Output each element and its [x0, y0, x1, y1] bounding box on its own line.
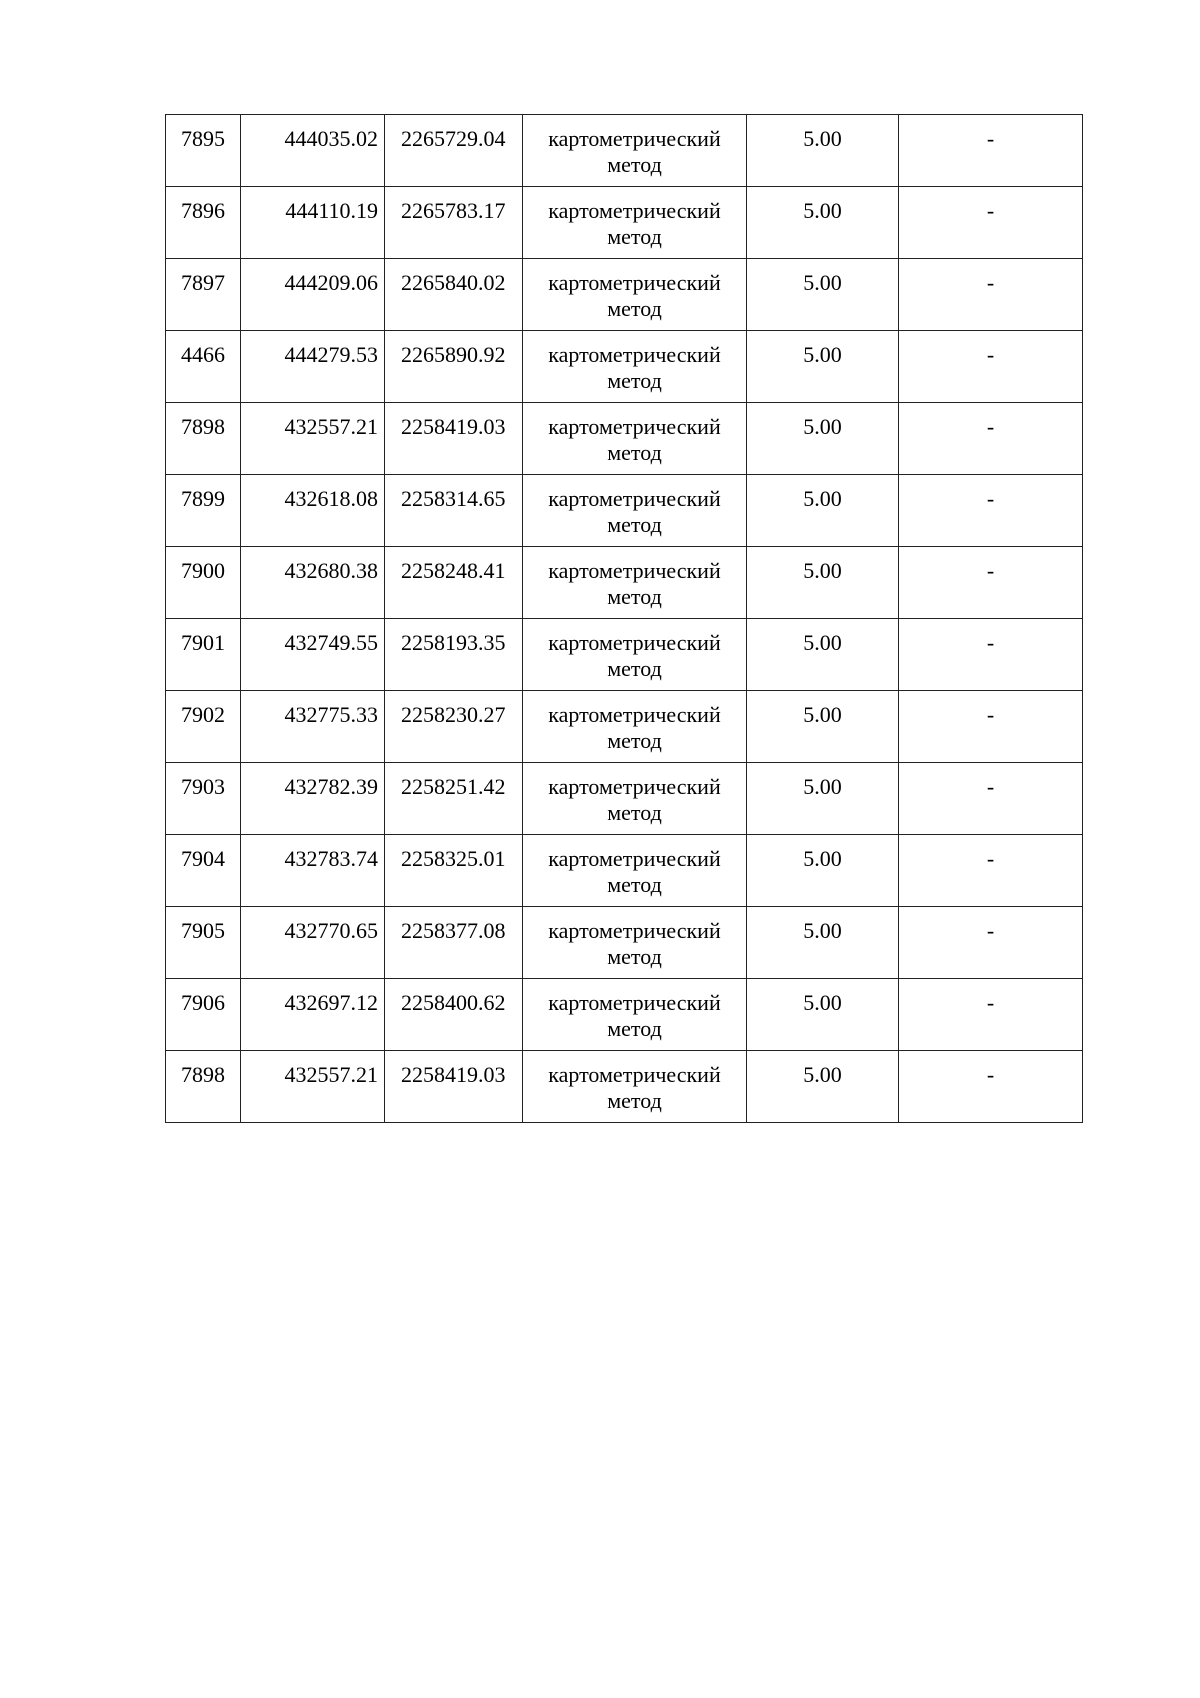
description-cell	[899, 979, 1083, 1051]
description-text: -	[986, 1062, 995, 1087]
method-line: метод	[607, 944, 662, 969]
table-row	[166, 331, 1083, 403]
precision-text: 5.00	[803, 1062, 842, 1087]
method-line: картометрический	[548, 126, 721, 151]
precision-text: 5.00	[803, 126, 842, 151]
method-line: метод	[607, 512, 662, 537]
table-row	[166, 835, 1083, 907]
point-number-text: 7896	[181, 198, 225, 223]
x-coordinate-cell	[241, 475, 385, 547]
method-line: метод	[607, 656, 662, 681]
y-coordinate-text: 2258325.01	[401, 846, 506, 871]
x-coordinate-cell	[241, 979, 385, 1051]
precision-cell	[747, 187, 899, 259]
x-coordinate-text: 432557.21	[284, 414, 378, 439]
x-coordinate-text: 432783.74	[284, 846, 378, 871]
x-coordinate-text: 432618.08	[284, 486, 378, 511]
y-coordinate-cell	[385, 835, 523, 907]
description-text: -	[986, 774, 995, 799]
description-text: -	[986, 630, 995, 655]
method-line: метод	[607, 368, 662, 393]
description-text: -	[986, 558, 995, 583]
precision-cell	[747, 691, 899, 763]
y-coordinate-text: 2258400.62	[401, 990, 506, 1015]
method-text	[523, 691, 746, 754]
method-text	[523, 403, 746, 466]
precision-cell	[747, 115, 899, 187]
description-text: -	[986, 486, 995, 511]
x-coordinate-cell	[241, 1051, 385, 1123]
method-cell	[523, 187, 747, 259]
y-coordinate-text: 2265840.02	[401, 270, 506, 295]
description-cell	[899, 763, 1083, 835]
point-number-text: 7901	[181, 630, 225, 655]
precision-text: 5.00	[803, 198, 842, 223]
precision-text: 5.00	[803, 774, 842, 799]
method-line: картометрический	[548, 486, 721, 511]
description-text: -	[986, 126, 995, 151]
method-cell	[523, 403, 747, 475]
description-cell	[899, 691, 1083, 763]
point-number-cell	[166, 187, 241, 259]
point-number-text: 7904	[181, 846, 225, 871]
description-text: -	[986, 918, 995, 943]
method-text	[523, 475, 746, 538]
description-text: -	[986, 342, 995, 367]
y-coordinate-cell	[385, 619, 523, 691]
x-coordinate-text: 444279.53	[284, 342, 378, 367]
method-text	[523, 547, 746, 610]
method-line: картометрический	[548, 702, 721, 727]
table-row	[166, 259, 1083, 331]
y-coordinate-text: 2258251.42	[401, 774, 506, 799]
method-line: картометрический	[548, 342, 721, 367]
y-coordinate-cell	[385, 907, 523, 979]
table-row	[166, 115, 1083, 187]
method-text	[523, 907, 746, 970]
precision-cell	[747, 979, 899, 1051]
y-coordinate-cell	[385, 763, 523, 835]
point-number-cell	[166, 1051, 241, 1123]
description-cell	[899, 1051, 1083, 1123]
method-line: картометрический	[548, 558, 721, 583]
precision-text: 5.00	[803, 486, 842, 511]
y-coordinate-text: 2258314.65	[401, 486, 506, 511]
method-text	[523, 1051, 746, 1114]
point-number-text: 7903	[181, 774, 225, 799]
x-coordinate-cell	[241, 691, 385, 763]
method-line: метод	[607, 728, 662, 753]
method-cell	[523, 619, 747, 691]
table-row	[166, 403, 1083, 475]
precision-text: 5.00	[803, 342, 842, 367]
x-coordinate-cell	[241, 115, 385, 187]
x-coordinate-text: 444110.19	[285, 198, 378, 223]
description-text: -	[986, 702, 995, 727]
x-coordinate-text: 432697.12	[284, 990, 378, 1015]
y-coordinate-text: 2258248.41	[401, 558, 506, 583]
method-line: метод	[607, 1016, 662, 1041]
precision-cell	[747, 403, 899, 475]
y-coordinate-cell	[385, 259, 523, 331]
method-line: картометрический	[548, 270, 721, 295]
point-number-text: 7897	[181, 270, 225, 295]
point-number-cell	[166, 331, 241, 403]
method-line: картометрический	[548, 414, 721, 439]
precision-cell	[747, 1051, 899, 1123]
method-line: метод	[607, 152, 662, 177]
description-text: -	[986, 990, 995, 1015]
x-coordinate-text: 432782.39	[284, 774, 378, 799]
x-coordinate-text: 444035.02	[284, 126, 378, 151]
description-cell	[899, 475, 1083, 547]
description-text: -	[986, 270, 995, 295]
table-row	[166, 691, 1083, 763]
description-text: -	[986, 198, 995, 223]
description-cell	[899, 259, 1083, 331]
x-coordinate-text: 432775.33	[284, 702, 378, 727]
method-text	[523, 259, 746, 322]
x-coordinate-text: 432770.65	[284, 918, 378, 943]
y-coordinate-cell	[385, 187, 523, 259]
point-number-cell	[166, 475, 241, 547]
point-number-text: 7906	[181, 990, 225, 1015]
precision-cell	[747, 619, 899, 691]
x-coordinate-text: 432680.38	[284, 558, 378, 583]
point-number-text: 7898	[181, 1062, 225, 1087]
y-coordinate-text: 2258193.35	[401, 630, 506, 655]
method-text	[523, 115, 746, 178]
table-row	[166, 547, 1083, 619]
x-coordinate-cell	[241, 259, 385, 331]
description-text: -	[986, 414, 995, 439]
table-row	[166, 475, 1083, 547]
method-cell	[523, 907, 747, 979]
precision-text: 5.00	[803, 414, 842, 439]
point-number-text: 7898	[181, 414, 225, 439]
y-coordinate-text: 2265783.17	[401, 198, 506, 223]
y-coordinate-cell	[385, 691, 523, 763]
x-coordinate-text: 432557.21	[284, 1062, 378, 1087]
precision-text: 5.00	[803, 918, 842, 943]
x-coordinate-text: 444209.06	[284, 270, 378, 295]
point-number-text: 7905	[181, 918, 225, 943]
method-line: картометрический	[548, 918, 721, 943]
method-cell	[523, 1051, 747, 1123]
precision-cell	[747, 907, 899, 979]
y-coordinate-cell	[385, 475, 523, 547]
description-cell	[899, 331, 1083, 403]
point-number-cell	[166, 619, 241, 691]
point-number-cell	[166, 403, 241, 475]
description-cell	[899, 547, 1083, 619]
description-cell	[899, 187, 1083, 259]
precision-text: 5.00	[803, 702, 842, 727]
x-coordinate-cell	[241, 547, 385, 619]
method-cell	[523, 691, 747, 763]
method-text	[523, 331, 746, 394]
table-row	[166, 907, 1083, 979]
point-number-cell	[166, 835, 241, 907]
table-row	[166, 763, 1083, 835]
y-coordinate-text: 2258419.03	[401, 1062, 506, 1087]
y-coordinate-cell	[385, 331, 523, 403]
method-line: метод	[607, 296, 662, 321]
y-coordinate-cell	[385, 547, 523, 619]
x-coordinate-cell	[241, 331, 385, 403]
x-coordinate-cell	[241, 187, 385, 259]
method-line: картометрический	[548, 990, 721, 1015]
y-coordinate-text: 2258377.08	[401, 918, 506, 943]
x-coordinate-text: 432749.55	[284, 630, 378, 655]
y-coordinate-cell	[385, 1051, 523, 1123]
method-line: картометрический	[548, 1062, 721, 1087]
method-line: метод	[607, 224, 662, 249]
x-coordinate-cell	[241, 907, 385, 979]
point-number-text: 7900	[181, 558, 225, 583]
method-text	[523, 835, 746, 898]
table-row	[166, 187, 1083, 259]
table-body	[166, 115, 1083, 1123]
point-number-cell	[166, 979, 241, 1051]
table-row	[166, 1051, 1083, 1123]
precision-cell	[747, 763, 899, 835]
method-text	[523, 619, 746, 682]
x-coordinate-cell	[241, 835, 385, 907]
point-number-cell	[166, 691, 241, 763]
coordinates-table	[165, 114, 1083, 1123]
method-line: картометрический	[548, 774, 721, 799]
description-cell	[899, 835, 1083, 907]
table-row	[166, 979, 1083, 1051]
description-text: -	[986, 846, 995, 871]
method-line: метод	[607, 872, 662, 897]
precision-cell	[747, 835, 899, 907]
method-text	[523, 979, 746, 1042]
point-number-text: 7895	[181, 126, 225, 151]
method-cell	[523, 547, 747, 619]
method-line: метод	[607, 440, 662, 465]
y-coordinate-cell	[385, 403, 523, 475]
precision-text: 5.00	[803, 270, 842, 295]
x-coordinate-cell	[241, 403, 385, 475]
point-number-cell	[166, 259, 241, 331]
method-cell	[523, 331, 747, 403]
point-number-cell	[166, 907, 241, 979]
description-cell	[899, 907, 1083, 979]
method-line: метод	[607, 800, 662, 825]
y-coordinate-cell	[385, 115, 523, 187]
precision-text: 5.00	[803, 630, 842, 655]
x-coordinate-cell	[241, 619, 385, 691]
description-cell	[899, 619, 1083, 691]
method-cell	[523, 763, 747, 835]
method-cell	[523, 259, 747, 331]
method-text	[523, 187, 746, 250]
y-coordinate-cell	[385, 979, 523, 1051]
precision-text: 5.00	[803, 990, 842, 1015]
table-row	[166, 619, 1083, 691]
point-number-text: 4466	[181, 342, 225, 367]
precision-text: 5.00	[803, 846, 842, 871]
y-coordinate-text: 2265729.04	[401, 126, 506, 151]
method-line: картометрический	[548, 630, 721, 655]
description-cell	[899, 115, 1083, 187]
point-number-cell	[166, 547, 241, 619]
method-text	[523, 763, 746, 826]
method-cell	[523, 475, 747, 547]
precision-cell	[747, 331, 899, 403]
point-number-cell	[166, 115, 241, 187]
point-number-text: 7899	[181, 486, 225, 511]
x-coordinate-cell	[241, 763, 385, 835]
method-line: картометрический	[548, 846, 721, 871]
precision-cell	[747, 547, 899, 619]
y-coordinate-text: 2265890.92	[401, 342, 506, 367]
precision-cell	[747, 475, 899, 547]
y-coordinate-text: 2258230.27	[401, 702, 506, 727]
method-line: метод	[607, 1088, 662, 1113]
method-cell	[523, 979, 747, 1051]
precision-text: 5.00	[803, 558, 842, 583]
method-line: метод	[607, 584, 662, 609]
precision-cell	[747, 259, 899, 331]
description-cell	[899, 403, 1083, 475]
method-cell	[523, 835, 747, 907]
point-number-cell	[166, 763, 241, 835]
y-coordinate-text: 2258419.03	[401, 414, 506, 439]
method-line: картометрический	[548, 198, 721, 223]
method-cell	[523, 115, 747, 187]
point-number-text: 7902	[181, 702, 225, 727]
